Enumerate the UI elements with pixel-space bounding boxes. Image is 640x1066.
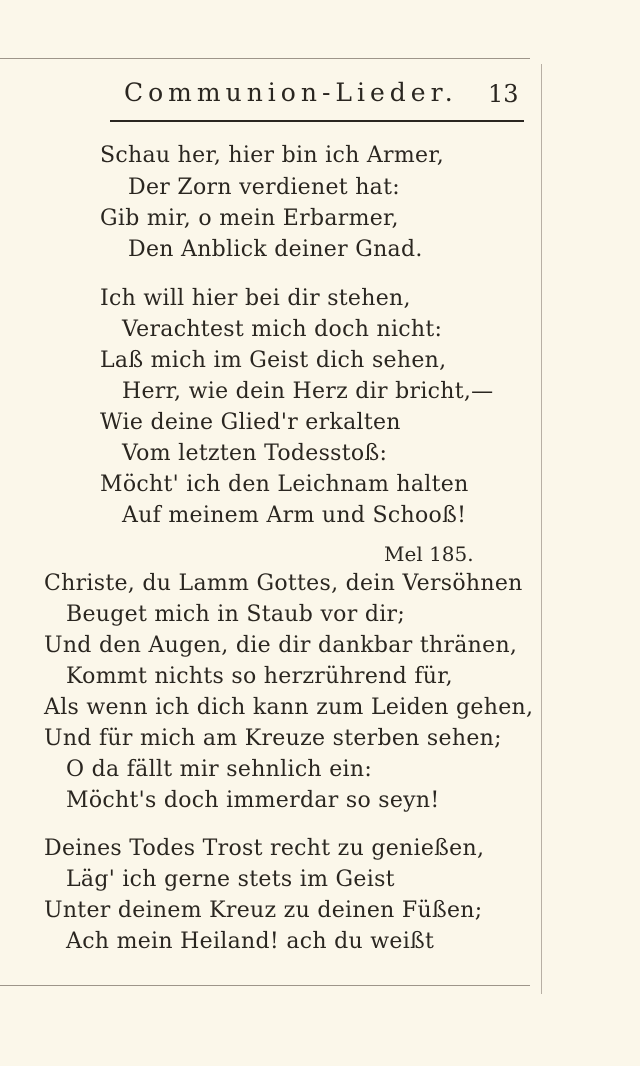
verse-line: O da fällt mir sehnlich ein:	[66, 757, 373, 782]
verse-line: Herr, wie dein Herz dir bricht,—	[122, 379, 494, 404]
verse-line: Verachtest mich doch nicht:	[122, 317, 443, 342]
verse-line: Schau her, hier bin ich Armer,	[100, 143, 445, 168]
verse-line: Auf meinem Arm und Schooß!	[122, 503, 467, 528]
verse-line: Als wenn ich dich kann zum Leiden gehen,	[44, 695, 534, 720]
bottom-page-edge-rule	[0, 985, 530, 986]
running-head: Communion-Lieder.	[124, 78, 458, 107]
verse-line: Unter deinem Kreuz zu deinen Füßen;	[44, 898, 483, 923]
verse-line: Läg' ich gerne stets im Geist	[66, 867, 395, 892]
verse-line: Gib mir, o mein Erbarmer,	[100, 206, 399, 231]
verse-line: Ach mein Heiland! ach du weißt	[66, 929, 435, 954]
verse-line: Möcht' ich den Leichnam halten	[100, 472, 469, 497]
header-rule	[110, 120, 524, 122]
verse-line: Kommt nichts so herzrührend für,	[66, 664, 453, 689]
verse-line: Der Zorn verdienet hat:	[128, 175, 400, 200]
verse-line: Laß mich im Geist dich sehen,	[100, 348, 447, 373]
verse-line: Wie deine Glied'r erkalten	[100, 410, 401, 435]
verse-line: Vom letzten Todesstoß:	[122, 441, 388, 466]
verse-line: Christe, du Lamm Gottes, dein Versöhnen	[44, 571, 523, 596]
verse-line: Und für mich am Kreuze sterben sehen;	[44, 726, 502, 751]
page-number: 13	[488, 80, 519, 108]
verse-line: Ich will hier bei dir stehen,	[100, 286, 411, 311]
right-page-edge-rule	[541, 64, 542, 994]
verse-line: Möcht's doch immerdar so seyn!	[66, 788, 440, 813]
top-page-edge-rule	[0, 58, 530, 59]
verse-line: Deines Todes Trost recht zu genießen,	[44, 836, 485, 861]
verse-line: Und den Augen, die dir dankbar thränen,	[44, 633, 518, 658]
verse-line: Beuget mich in Staub vor dir;	[66, 602, 406, 627]
verse-line: Den Anblick deiner Gnad.	[128, 237, 423, 262]
melody-reference: Mel 185.	[384, 542, 474, 566]
